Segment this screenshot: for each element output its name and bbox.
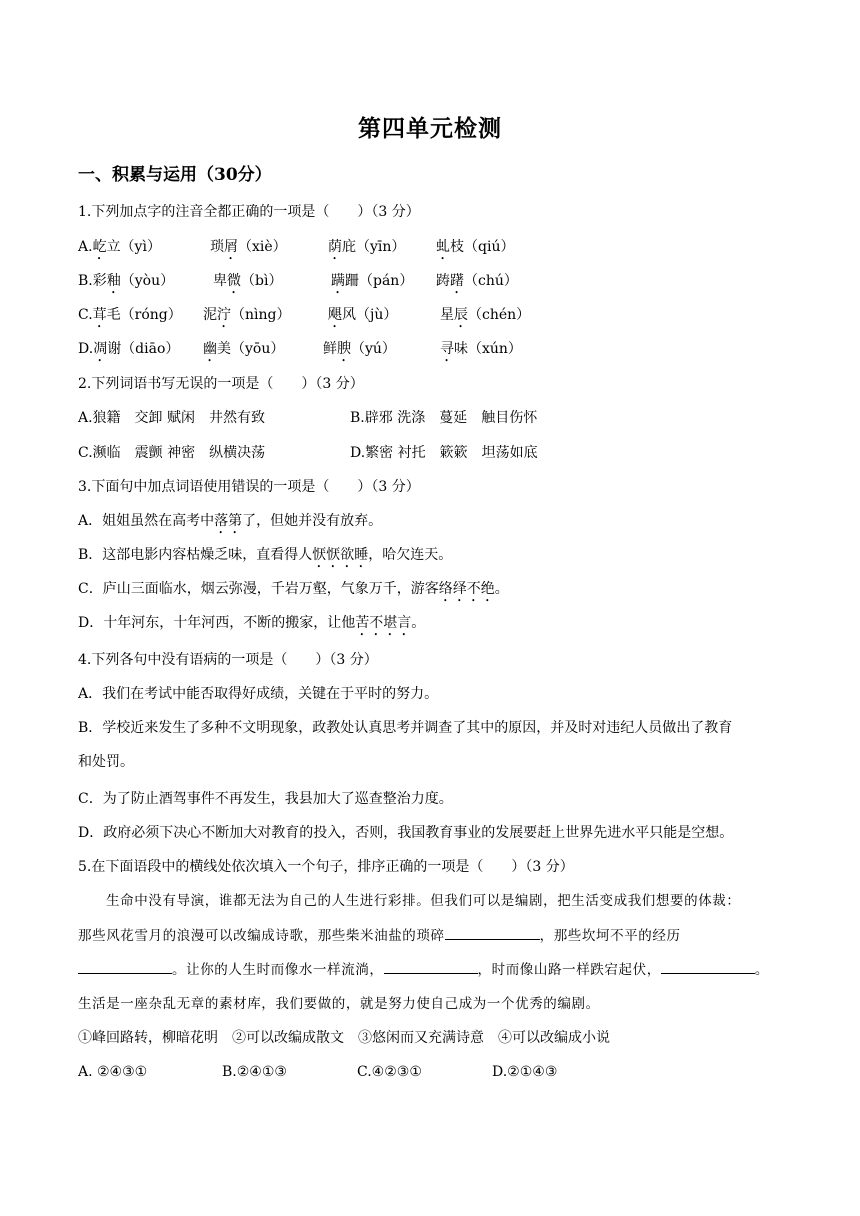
answer-blank-1[interactable]	[445, 925, 540, 940]
question-3-option-d: D．十年河东，十年河西，不断的搬家，让他苦不堪言。	[78, 615, 426, 631]
question-5-option-a: A. ②④③①	[78, 1064, 148, 1080]
question-5-option-d: D.②①④③	[492, 1064, 558, 1080]
question-2-option-a: A.狼籍 交卸 赋闲 井然有致	[78, 410, 266, 426]
question-2-option-c: C.濒临 震颤 神密 纵横决荡	[78, 445, 266, 461]
question-2-option-d: D.繁密 衬托 簌簌 坦荡如底	[350, 445, 538, 461]
passage-line-3: 。让你的人生时而像水一样流淌， ，时而像山路一样跌宕起伏， 。	[78, 959, 769, 980]
question-5-option-c: C.④②③①	[357, 1064, 422, 1080]
answer-blank-2[interactable]	[78, 959, 172, 974]
passage-line-2: 那些风花雪月的浪漫可以改编成诗歌，那些柴米油盐的琐碎 ，那些坎坷不平的经历	[78, 925, 681, 946]
question-4-option-c: C．为了防止酒驾事件不再发生，我县加大了巡查整治力度。	[78, 791, 453, 807]
question-2-stem: 2.下列词语书写无误的一项是（ ）（3 分）	[78, 376, 364, 392]
question-3-option-b: B．这部电影内容枯燥乏味，直看得人恹恹欲睡，哈欠连天。	[78, 547, 453, 563]
passage-line-1: 生命中没有导演，谁都无法为自己的人生进行彩排。但我们可以是编剧，把生活变成我们想要的体裁：	[106, 893, 741, 909]
answer-blank-3[interactable]	[384, 959, 478, 974]
page-title: 第四单元检测	[358, 115, 502, 142]
question-4-option-a: A．我们在考试中能否取得好成绩，关键在于平时的努力。	[78, 686, 439, 702]
answer-blank-4[interactable]	[661, 959, 755, 974]
question-3-option-c: C．庐山三面临水，烟云弥漫，千岩万壑，气象万千，游客络绎不绝。	[78, 581, 509, 597]
passage-line-4: 生活是一座杂乱无章的素材库，我们要做的，就是努力使自己成为一个优秀的编剧。	[78, 996, 600, 1012]
question-2-option-b: B.辟邪 洗涤 蔓延 触目伤怀	[350, 410, 538, 426]
question-1-stem: 1.下列加点字的注音全都正确的一项是（ ）（3 分）	[78, 204, 420, 220]
question-3-stem: 3.下面句中加点词语使用错误的一项是（ ）（3 分）	[78, 479, 420, 495]
question-4-stem: 4.下列各句中没有语病的一项是（ ）（3 分）	[78, 652, 378, 668]
question-4-option-b-line-1: B．学校近来发生了多种不文明现象，政教处认真思考并调查了其中的原因，并及时对违纪人员做出了教育	[78, 720, 733, 736]
question-4-option-b-line-2: 和处罚。	[78, 754, 134, 770]
question-5-option-b: B.②④①③	[222, 1064, 287, 1080]
question-4-option-d: D．政府必须下决心不断加大对教育的投入，否则，我国教育事业的发展要赶上世界先进水平只能是空想。	[78, 825, 734, 841]
section-heading: 一、积累与运用（30分）	[78, 165, 272, 185]
exam-page: 第四单元检测 一、积累与运用（30分） 1.下列加点字的注音全都正确的一项是（ ）（3 分） A.屹立（yì） 琐屑（xiè） 荫庇（yīn） 虬枝（qiú） B.彩釉（yòu） 卑微（bì） 蹒跚（pán） 踌躇（chú） C.茸毛（róng） 泥泞（nìng） 飓风（jù） 星辰（chén） D.凋谢（diāo） 幽美（yōu） 鲜腴（yú） 寻味（xún） 2.下列词语书写无误的一项是（ ）（3 分） A.狼籍 交卸 赋闲 井然有致 B.辟邪 洗涤 蔓延 触目伤怀 C.濒临 震颤 神密 纵横决荡 D.繁密 衬托 簌簌 坦荡如底 3.下面句中加点词语使用错误的一项是（ ）（3 分） A．姐姐虽然在高考中落第了，但她并没有放弃。 B．这部电影内容枯燥乏味，直看得人恹恹欲睡，哈欠连天。 C．庐山三面临水，烟云弥漫，千岩万壑，气象万千，游客络绎不绝。 D．十年河东，十年河西，不断的搬家，让他苦不堪言。 4.下列各句中没有语病的一项是（ ）（3 分） A．我们在考试中能否取得好成绩，关键在于平时的努力。 B．学校近来发生了多种不文明现象，政教处认真思考并调查了其中的原因，并及时对违纪人员做出了教育 和处罚。 C．为了防止酒驾事件不再发生，我县加大了巡查整治力度。 D．政府必须下决心不断加大对教育的投入，否则，我国教育事业的发展要赶上世界先进水平只能是空想。 5.在下面语段中的横线处依次填入一个句子，排序正确的一项是（ ）（3 分） 生命中没有导演，谁都无法为自己的人生进行彩排。但我们可以是编剧，把生活变成我们想要的体裁： 那些风花雪月的浪漫可以改编成诗歌，那些柴米油盐的琐碎 ，那些坎坷不平的经历 。让你的人生时而像水一样流淌， ，时而像山路一样跌宕起伏， 。 生活是一座杂乱无章的素材库，我们要做的，就是努力使自己成为一个优秀的编剧。 ①峰回路转，柳暗花明 ②可以改编成散文 ③悠闲而又充满诗意 ④可以改编成小说 A. ②④③① B.②④①③ C.④②③① D.②①④③	[0, 0, 860, 1216]
question-5-stem: 5.在下面语段中的横线处依次填入一个句子，排序正确的一项是（ ）（3 分）	[78, 859, 574, 875]
question-5-sentence-options: ①峰回路转，柳暗花明 ②可以改编成散文 ③悠闲而又充满诗意 ④可以改编成小说	[78, 1030, 610, 1046]
question-3-option-a: A．姐姐虽然在高考中落第了，但她并没有放弃。	[78, 513, 383, 529]
